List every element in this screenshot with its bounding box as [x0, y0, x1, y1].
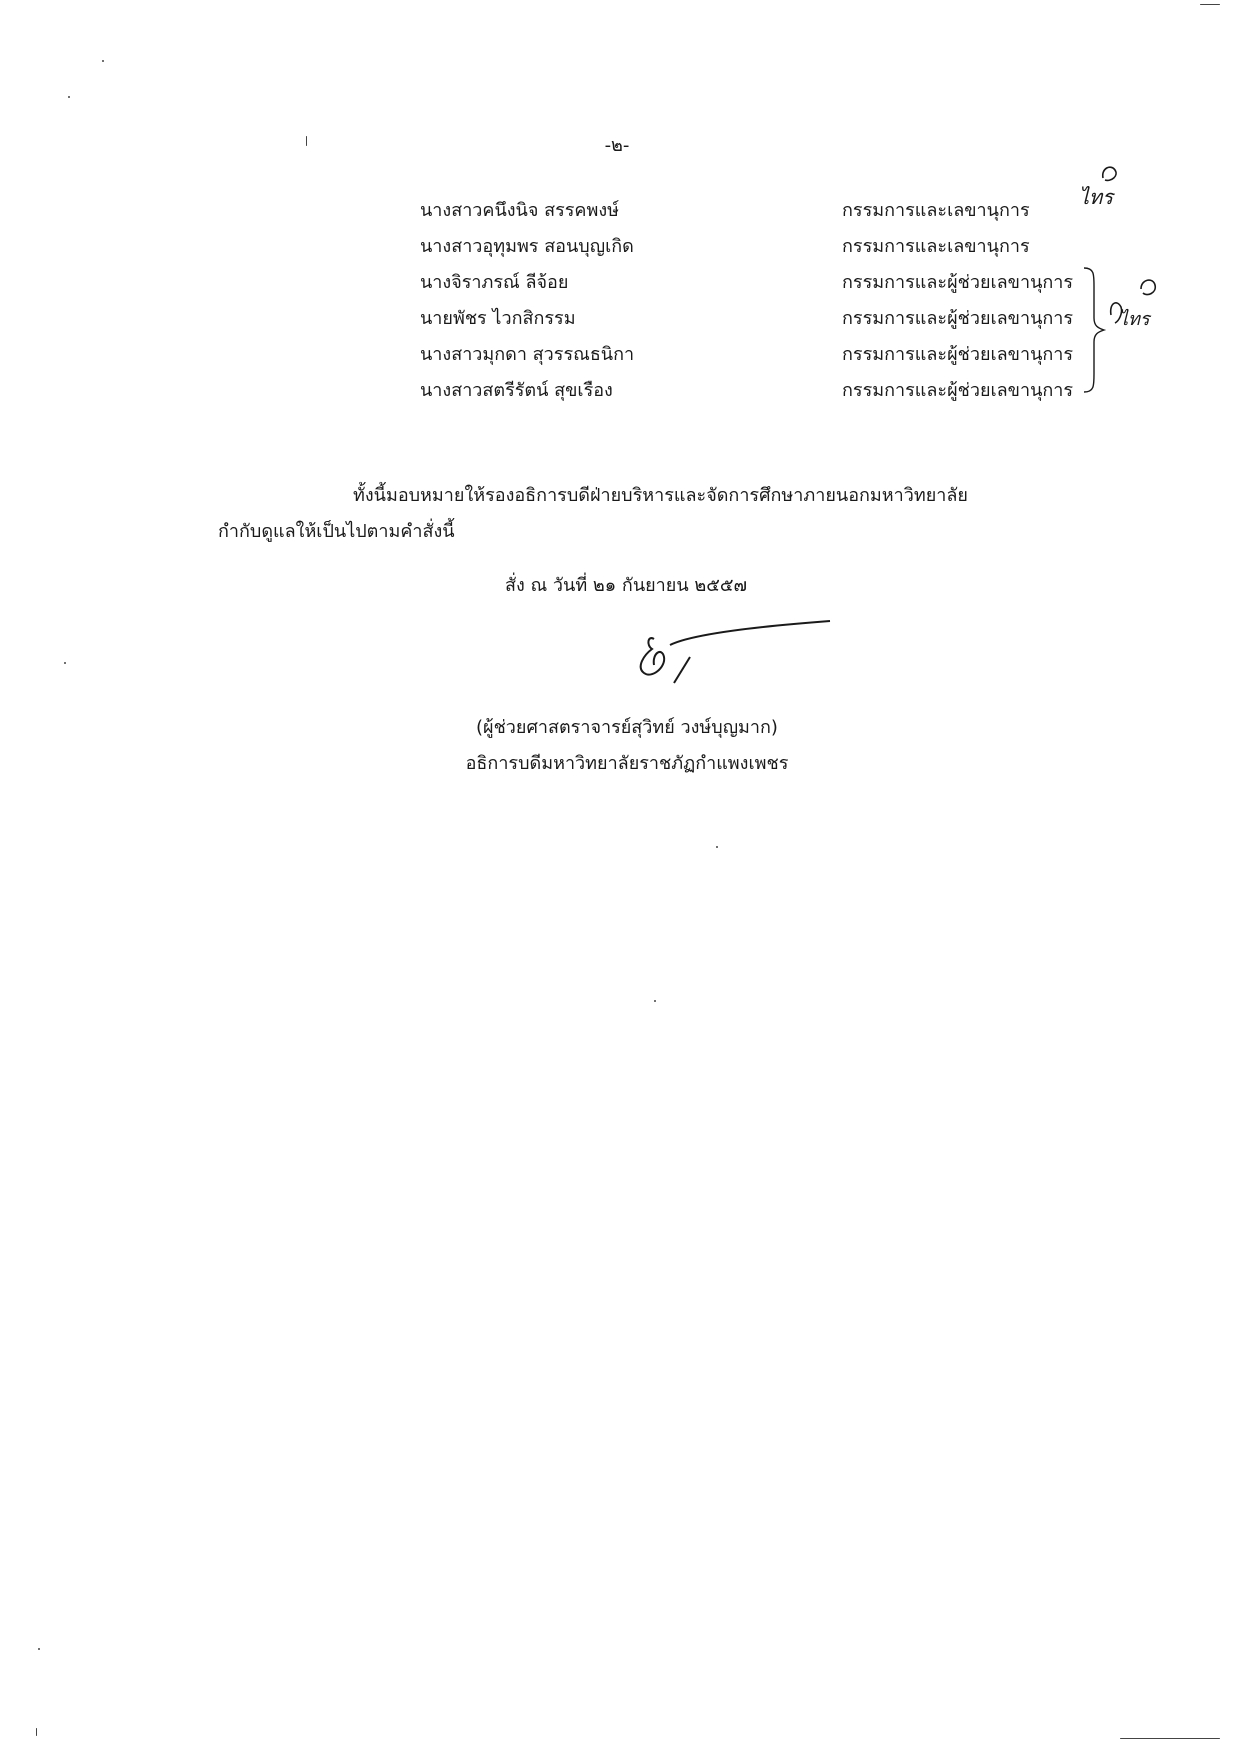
member-role: กรรมการและผู้ช่วยเลขานุการ — [842, 308, 1074, 329]
paragraph-line: กำกับดูแลให้เป็นไปตามคำสั่งนี้ — [218, 521, 455, 542]
scan-speck — [36, 1728, 37, 1736]
member-name: นางสาวคนึงนิจ สรรคพงษ์ — [420, 200, 619, 221]
closing-paragraph — [218, 478, 1018, 550]
scan-speck — [68, 96, 70, 98]
signer-position: อธิการบดีมหาวิทยาลัยราชภัฏกำแพงเพชร — [465, 753, 789, 774]
member-name: นางสาวสตรีรัตน์ สุขเรือง — [420, 380, 613, 401]
member-role: กรรมการและผู้ช่วยเลขานุการ — [842, 272, 1074, 293]
committee-row — [0, 229, 1234, 265]
scan-speck — [306, 136, 307, 146]
committee-row — [0, 193, 1234, 229]
initials-text: ไทร — [1079, 185, 1113, 209]
signer-name: (ผู้ช่วยศาสตราจารย์สุวิทย์ วงษ์บุญมาก) — [476, 717, 778, 738]
committee-row — [0, 265, 1234, 301]
member-role: กรรมการและผู้ช่วยเลขานุการ — [842, 380, 1074, 401]
member-name: นางจิราภรณ์ ลีจ้อย — [420, 272, 569, 293]
member-name: นายพัชร ไวกสิกรรม — [420, 308, 576, 329]
committee-row — [0, 373, 1234, 409]
scan-speck — [38, 1648, 40, 1650]
member-role: กรรมการและผู้ช่วยเลขานุการ — [842, 344, 1074, 365]
committee-list — [0, 193, 1234, 409]
member-name: นางสาวอุทุมพร สอนบุญเกิด — [420, 236, 634, 257]
scan-speck — [1120, 1738, 1220, 1739]
scan-speck — [64, 662, 66, 664]
scan-speck — [654, 1000, 656, 1002]
committee-row — [0, 301, 1234, 337]
page-number: -๒- — [604, 135, 630, 156]
handwritten-initials-1 — [1075, 160, 1145, 220]
signer-block — [0, 710, 1234, 782]
scan-speck — [1200, 4, 1220, 5]
initials-text: ไทร — [1119, 309, 1150, 330]
committee-row — [0, 337, 1234, 373]
handwritten-initials-2 — [1105, 275, 1175, 340]
member-role: กรรมการและเลขานุการ — [842, 200, 1030, 221]
signature — [630, 615, 850, 695]
member-role: กรรมการและเลขานุการ — [842, 236, 1030, 257]
scan-speck — [716, 846, 718, 848]
member-name: นางสาวมุกดา สุวรรณธนิกา — [420, 344, 635, 365]
scan-speck — [102, 60, 104, 62]
order-date: สั่ง ณ วันที่ ๒๑ กันยายน ๒๕๕๗ — [505, 575, 748, 596]
paragraph-line: ทั้งนี้มอบหมายให้รองอธิการบดีฝ่ายบริหารและจัดการศึกษาภายนอกมหาวิทยาลัย — [353, 485, 968, 506]
